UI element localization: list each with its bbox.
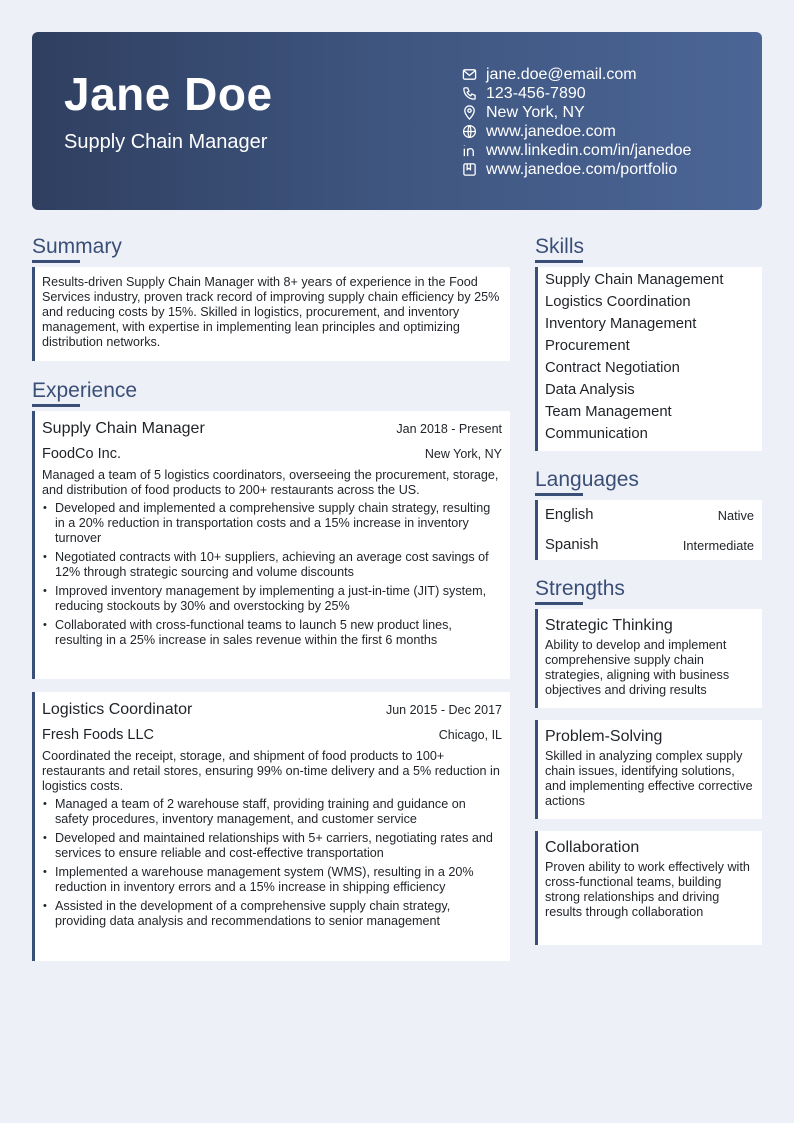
strengths-heading: Strengths [535, 577, 625, 600]
skills-heading: Skills [535, 235, 585, 258]
globe-icon [462, 124, 477, 139]
languages-card [535, 500, 762, 560]
skill-item: Supply Chain Management [545, 272, 724, 288]
language-level: Native [717, 507, 754, 523]
summary-text: Results-driven Supply Chain Manager with 8+ years of experience in the Food Services industry, proven track record of improving supply chain efficiency by 25% and reducing costs by 15%. Skilled in logistics, procurement, and inventory management, with expertise in implementing lean principles and optimizing distribution networks. [42, 275, 500, 349]
strength-desc: Proven ability to work effectively with cross-functional teams, building strong relationships and driving results through collaboration [545, 860, 750, 919]
email-icon [462, 67, 477, 82]
job-bullet: • Collaborated with cross-functional teams to launch 5 new product lines, resulting in a 25% increase in sales revenue within the first 6 months [42, 618, 502, 648]
linkedin-icon [462, 143, 477, 158]
experience-heading: Experience [32, 379, 138, 402]
strength-title: Collaboration [545, 839, 640, 856]
skills-underline [535, 260, 583, 263]
languages-heading: Languages [535, 468, 639, 491]
job-bullet: • Developed and implemented a comprehensive supply chain strategy, resulting in a 20% reduction in transportation costs and a 15% increase in inventory turnover [42, 501, 502, 546]
job-location: New York, NY [424, 447, 502, 461]
contact-website-text: www.janedoe.com [486, 122, 616, 140]
contact-phone[interactable] [462, 84, 691, 103]
strength-card [535, 831, 762, 945]
job-company: FoodCo Inc. [42, 446, 121, 462]
skill-item: Logistics Coordination [545, 294, 691, 310]
contact-linkedin-text: www.linkedin.com/in/janedoe [486, 141, 692, 159]
job-bullet: • Developed and maintained relationships with 5+ carriers, negotiating rates and services to ensure reliable and cost-effective transportation [42, 831, 502, 861]
contact-location [462, 103, 691, 122]
language-name: English [545, 507, 594, 523]
job-dates: Jan 2018 - Present [396, 422, 502, 436]
languages-underline [535, 493, 583, 496]
strength-title: Problem-Solving [545, 728, 663, 745]
job-description: Coordinated the receipt, storage, and shipment of food products to 100+ restaurants and retail stores, ensuring 99% on-time delivery and a 5% reduction in logistics costs. [42, 749, 500, 793]
job-dates: Jun 2015 - Dec 2017 [385, 703, 502, 717]
skill-item: Inventory Management [545, 316, 697, 332]
strength-desc: Skilled in analyzing complex supply chain issues, identifying solutions, and implementing effective corrective actions [545, 749, 753, 808]
skill-item: Communication [545, 426, 648, 442]
job-bullet: • Negotiated contracts with 10+ suppliers, achieving an average cost savings of 12% through strategic sourcing and volume discounts [42, 550, 502, 580]
strength-desc: Ability to develop and implement comprehensive supply chain strategies, aligning with business objectives and driving results [545, 638, 730, 697]
strength-title: Strategic Thinking [545, 617, 673, 634]
contact-linkedin[interactable] [462, 141, 691, 160]
job-card [32, 411, 510, 679]
skill-item: Procurement [545, 338, 630, 354]
job-title: Supply Chain Manager [42, 420, 205, 437]
experience-underline [32, 404, 80, 407]
strength-card [535, 720, 762, 819]
contact-website[interactable] [462, 122, 691, 141]
job-bullet: • Implemented a warehouse management system (WMS), resulting in a 20% reduction in inventory errors and a 15% increase in shipping efficiency [42, 865, 502, 895]
job-title: Logistics Coordinator [42, 701, 193, 718]
job-bullet: • Improved inventory management by implementing a just-in-time (JIT) system, reducing stockouts by 30% and overstocking by 25% [42, 584, 502, 614]
language-row [538, 530, 762, 560]
summary-card [32, 267, 510, 361]
skill-item: Data Analysis [545, 382, 635, 398]
job-bullet: • Assisted in the development of a comprehensive supply chain strategy, providing data analysis and recommendations to senior management [42, 899, 502, 929]
contact-portfolio[interactable] [462, 160, 691, 179]
job-card [32, 692, 510, 961]
job-bullet: • Managed a team of 2 warehouse staff, providing training and guidance on safety procedures, inventory management, and customer service [42, 797, 502, 827]
skill-item: Contract Negotiation [545, 360, 680, 376]
job-bullets [42, 501, 502, 648]
strength-card [535, 609, 762, 708]
language-level: Intermediate [682, 537, 754, 553]
candidate-name: Jane Doe [64, 68, 273, 120]
contact-location-text: New York, NY [486, 103, 585, 121]
location-icon [462, 105, 477, 120]
portfolio-icon [462, 162, 477, 177]
job-location: Chicago, IL [438, 728, 502, 742]
language-name: Spanish [545, 537, 599, 553]
phone-icon [462, 86, 477, 101]
resume-header [32, 32, 762, 210]
contact-list [462, 65, 691, 179]
summary-heading: Summary [32, 235, 122, 258]
job-company: Fresh Foods LLC [42, 727, 155, 743]
contact-portfolio-text: www.janedoe.com/portfolio [486, 160, 678, 178]
contact-email[interactable] [462, 65, 691, 84]
language-row [538, 500, 762, 530]
strengths-underline [535, 602, 583, 605]
candidate-role: Supply Chain Manager [64, 131, 268, 153]
skill-item: Team Management [545, 404, 672, 420]
contact-email-text: jane.doe@email.com [486, 65, 637, 83]
job-description: Managed a team of 5 logistics coordinators, overseeing the procurement, storage, and distribution of food products to 200+ restaurants across the US. [42, 468, 499, 497]
skills-card [535, 267, 762, 451]
summary-underline [32, 260, 80, 263]
contact-phone-text: 123-456-7890 [486, 84, 586, 102]
job-bullets [42, 797, 502, 929]
